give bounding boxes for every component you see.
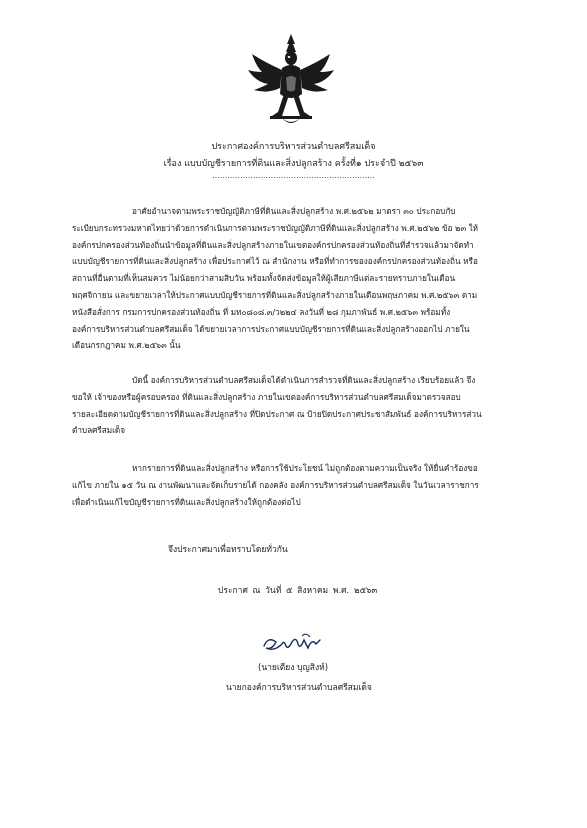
signer-name: (นายเตียง บุญสิงห์) (258, 663, 329, 673)
signature-icon (258, 628, 328, 658)
paragraph-2 (72, 372, 552, 439)
paragraph-line: อาศัยอำนาจตามพระราชบัญญัติภาษีที่ดินและสิ่งปลูกสร้าง พ.ศ.๒๕๖๒ มาตรา ๓๐ ประกอบกับ (132, 206, 456, 216)
paragraph-line: ขอให้ เจ้าของหรือผู้ครอบครอง ที่ดินและสิ่งปลูกสร้าง ภายในเขตองค์การบริหารส่วนตำบลศรีสมเด็จมาตรวจสอบ (72, 391, 461, 402)
closing-statement: จึงประกาศมาเพื่อทราบโดยทั่วกัน (168, 545, 288, 555)
paragraph-1 (72, 203, 552, 354)
paragraph-line: เพื่อดำเนินแก้ไขบัญชีรายการที่ดินและสิ่งปลูกสร้างให้ถูกต้องต่อไป (72, 496, 301, 507)
paragraph-line: แก้ไข ภายใน ๑๕ วัน ณ งานพัฒนาและจัดเก็บรายได้ กองคลัง องค์การบริหารส่วนตำบลศรีสมเด็จ ในวันเวลาราชการ (72, 479, 479, 490)
paragraph-3 (72, 460, 552, 510)
paragraph-line: หนังสือสั่งการ กรมการปกครองส่วนท้องถิ่น ที่ มท๐๘๐๘.๓/ว๒๒๔ ลงวันที่ ๒๘ กุมภาพันธ์ พ.ศ.๒๕๖๓ พร้อมทั้ง (72, 306, 451, 317)
announcement-date: ประกาศ ณ วันที่ ๕ สิงหาคม พ.ศ. ๒๕๖๓ (218, 586, 378, 596)
paragraph-line: ตำบลศรีสมเด็จ (72, 425, 126, 436)
paragraph-line: บัดนี้ องค์การบริหารส่วนตำบลศรีสมเด็จได้ดำเนินการสำรวจที่ดินและสิ่งปลูกสร้าง เรียบร้อยแล้ว จึง (132, 375, 476, 385)
paragraph-line: องค์การบริหารส่วนตำบลศรีสมเด็จ ได้ขยายเวลาการประกาศแบบบัญชีรายการที่ดินและสิ่งปลูกสร้างออกไป ภายใน (72, 323, 470, 334)
paragraph-line: แบบบัญชีรายการที่ดินและสิ่งปลูกสร้าง เพื่อประกาศไว้ ณ สำนักงาน หรือที่ทำการขององค์กรปกครองส่วนท้องถิ่น หรือ (72, 256, 478, 267)
paragraph-line: หากรายการที่ดินและสิ่งปลูกสร้าง หรือการใช้ประโยชน์ ไม่ถูกต้องตามความเป็นจริง ให้ยื่นคำร้องขอ (132, 463, 478, 473)
garuda-emblem-icon (246, 32, 336, 132)
org-header: ประกาศองค์การบริหารส่วนตำบลศรีสมเด็จ (211, 142, 376, 152)
separator-dots: ................................................................ (212, 171, 375, 180)
paragraph-line: เดือนกรกฎาคม พ.ศ.๒๕๖๓ นั้น (72, 340, 181, 351)
subject-line: เรื่อง แบบบัญชีรายการที่ดินและสิ่งปลูกสร้าง ครั้งที่๑ ประจำปี ๒๕๖๓ (163, 159, 424, 169)
paragraph-line: องค์กรปกครองส่วนท้องถิ่นนำข้อมูลที่ดินและสิ่งปลูกสร้างภายในเขตองค์กรปกครองส่วนท้องถิ่นที่สำรวจแล้วมาจัดทำ (72, 239, 474, 250)
signer-title: นายกองค์การบริหารส่วนตำบลศรีสมเด็จ (226, 683, 372, 693)
paragraph-line: รายละเอียดตามบัญชีรายการที่ดินและสิ่งปลูกสร้าง ที่ปิดประกาศ ณ ป้ายปิดประกาศประชาสัมพันธ์ องค์การบริหารส่วน (72, 408, 482, 419)
paragraph-line: สถานที่อื่นตามที่เห็นสมควร ไม่น้อยกว่าสามสิบวัน พร้อมทั้งจัดส่งข้อมูลให้ผู้เสียภาษีแต่ละรายทราบภายในเดือน (72, 273, 456, 284)
paragraph-line: พฤศจิกายน และขยายเวลาให้ประกาศแบบบัญชีรายการที่ดินและสิ่งปลูกสร้างภายในเดือนพฤษภาคม พ.ศ.๒๕๖๓ ตาม (72, 289, 478, 300)
paragraph-line: ระเบียบกระทรวงมหาดไทยว่าด้วยการดำเนินการตามพระราชบัญญัติภาษีที่ดินและสิ่งปลูกสร้าง พ.ศ.๒๕๖๒ ข้อ ๒๓ ให้ (72, 222, 479, 233)
